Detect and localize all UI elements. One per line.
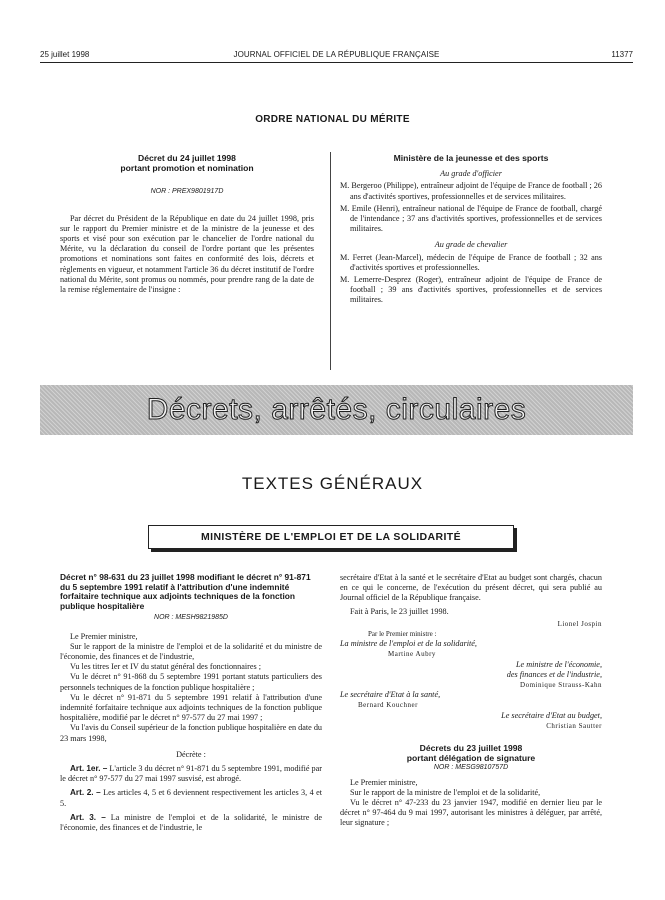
decret-merite-nor: NOR : PREX9801917D: [150, 188, 224, 196]
signature-kouchner: Bernard Kouchner: [358, 701, 418, 710]
header-journal-title: JOURNAL OFFICIEL DE LA RÉPUBLIQUE FRANÇAISE: [233, 50, 440, 59]
decret-merite: [60, 153, 314, 295]
officier-entry: M. Bergeroo (Philippe), entraîneur adjoint de l'équipe de France de football ; 26 ans d'activités sportives, professionnelles et de services militaires.: [340, 181, 602, 201]
chevalier-entry: M. Lemerre-Desprez (Roger), entraîneur adjoint de l'équipe de France de football ; 39 ans d'activités sportives, professionnelles et de services militaires.: [340, 275, 602, 305]
grade-chevalier-heading: Au grade de chevalier: [434, 240, 508, 250]
decret-98-631-paragraph: Sur le rapport de la ministre de l'emploi et de la solidarité et du ministre de l'économie, des finances et de l'industrie,: [60, 641, 322, 661]
fait-a-paris: Fait à Paris, le 23 juillet 1998.: [350, 606, 449, 616]
signature-sautter: Christian Sautter: [546, 721, 602, 730]
ministre-emploi-label: La ministre de l'emploi et de la solidarité,: [340, 639, 477, 649]
decret-98-631: [60, 573, 322, 833]
section-banner-title: Décrets, arrêtés, circulaires: [146, 393, 527, 426]
article-3: [60, 813, 322, 833]
ministere-box-label: MINISTÈRE DE L'EMPLOI ET DE LA SOLIDARITÉ: [200, 531, 462, 543]
ministere-jeunesse: [340, 153, 602, 308]
header-page-number: 11377: [611, 50, 633, 59]
decret-98-631-title: Décret n° 98-631 du 23 juillet 1998 modifiant le décret n° 91-871 du 5 septembre 1991 relatif à l'attribution d'une indemnité forfaitaire technique aux adjoints techniques de la fonction publique hospitalière: [60, 572, 311, 611]
signature-strauss-kahn: Dominique Strauss-Kahn: [520, 681, 602, 690]
ministere-jeunesse-title: Ministère de la jeunesse et des sports: [393, 153, 549, 163]
decret-merite-body: Par décret du Président de la République en date du 24 juillet 1998, pris sur le rapport du Premier ministre et de la ministre de la jeunesse et des sports et visé pour son exécution par le chancelier de l'ordre national du Mérite, vu la déclaration du conseil de l'ordre portant que les présentes promotions et nominations sont faites en conformité des lois, décrets et règlements en vigueur, et notamment l'article 36 du décret institutif de l'ordre national du Mérite, sont promus ou nommés, pour prendre rang de la date de la remise réglementaire de l'insigne :: [60, 213, 314, 295]
decret-98-631-paragraph: Vu le décret n° 91-871 du 5 septembre 1991 relatif à l'attribution d'une indemnité forfaitaire technique aux adjoints techniques de la fonction publique hospitalière, modifié par le décret n° 97-577 du 27 mai 1997 ;: [60, 692, 322, 723]
decret-merite-title: Décret du 24 juillet 1998: [138, 153, 236, 163]
decret-98-631-paragraph: Vu les titres Ier et IV du statut général des fonctionnaires ;: [70, 662, 262, 672]
decret-98-631-paragraph: Le Premier ministre,: [70, 631, 138, 641]
decrets-paragraph: Vu le décret n° 47-233 du 23 janvier 1947, modifié en dernier lieu par le décret n° 97-464 du 9 mai 1997, autorisant les ministres à déléguer, par arrêté, leur signature ;: [340, 798, 602, 828]
article-text: La ministre de l'emploi et de la solidarité, le ministre de l'économie, des finances et de l'industrie, le: [60, 812, 323, 833]
article-label: Art. 3. –: [70, 812, 106, 822]
ministere-box: [148, 525, 514, 549]
decret-merite-subtitle: portant promotion et nomination: [120, 163, 254, 174]
continuation-text: secrétaire d'Etat à la santé et le secrétaire d'Etat au budget sont chargés, chacun en ce qui le concerne, de l'exécution du présent décret, qui sera publié au Journal officiel de la République française.: [340, 573, 602, 603]
section-banner: [40, 385, 633, 435]
article-1: [60, 764, 322, 784]
right-column-continuation: [340, 573, 602, 829]
decrets-paragraph: Le Premier ministre,: [350, 777, 418, 787]
signature-aubry: Martine Aubry: [388, 650, 436, 659]
decret-98-631-paragraph: Vu l'avis du Conseil supérieur de la fonction publique hospitalière en date du 23 mars 1998,: [60, 723, 323, 743]
secretaire-budget-label: Le secrétaire d'Etat au budget,: [501, 710, 602, 720]
order-title: ORDRE NATIONAL DU MÉRITE: [255, 114, 410, 125]
article-label: Art. 2. –: [70, 788, 101, 798]
article-2: [60, 788, 322, 808]
page-header: [40, 50, 633, 60]
textes-generaux-heading: TEXTES GÉNÉRAUX: [241, 474, 424, 493]
par-premier-ministre: Par le Premier ministre :: [368, 630, 437, 639]
decrete-label: Décrète :: [176, 749, 206, 759]
article-text: L'article 3 du décret n° 91-871 du 5 septembre 1991, modifié par le décret n° 97-577 du 27 mai 1997 susvisé, est abrogé.: [60, 764, 322, 784]
signature-jospin: Lionel Jospin: [557, 619, 602, 628]
decrets-23-juillet-nor: NOR : MESG9810757D: [433, 764, 509, 772]
article-text: Les articles 4, 5 et 6 deviennent respectivement les articles 3, 4 et 5.: [60, 788, 322, 808]
decrets-paragraph: Sur le rapport de la ministre de l'emploi et de la solidarité,: [350, 787, 541, 797]
header-rule: [40, 62, 633, 63]
grade-officier-heading: Au grade d'officier: [440, 169, 502, 179]
secretaire-sante-label: Le secrétaire d'Etat à la santé,: [340, 690, 441, 700]
article-label: Art. 1er. –: [70, 764, 108, 774]
ministre-economie-label: Le ministre de l'économie,: [515, 659, 602, 669]
officier-entry: M. Emile (Henri), entraîneur national de l'équipe de France de football, chargé de l'intendance ; 37 ans d'activités sportives, professionnelles et de services militaires.: [340, 203, 602, 234]
decrets-23-juillet-title: Décrets du 23 juillet 1998: [419, 743, 523, 754]
decret-98-631-nor: NOR : MESH9821985D: [154, 614, 228, 622]
decrets-23-juillet-subtitle: portant délégation de signature: [406, 753, 536, 764]
ministre-economie-label-2: des finances et de l'industrie,: [506, 669, 602, 679]
header-date: 25 juillet 1998: [40, 50, 90, 59]
chevalier-entry: M. Ferret (Jean-Marcel), médecin de l'équipe de France de football ; 32 ans d'activités sportives et professionnelles.: [340, 252, 602, 272]
column-separator: [330, 152, 331, 370]
decret-98-631-paragraph: Vu le décret n° 91-868 du 5 septembre 1991 portant statuts particuliers des personnels techniques de la fonction publique hospitalière ;: [60, 672, 322, 692]
